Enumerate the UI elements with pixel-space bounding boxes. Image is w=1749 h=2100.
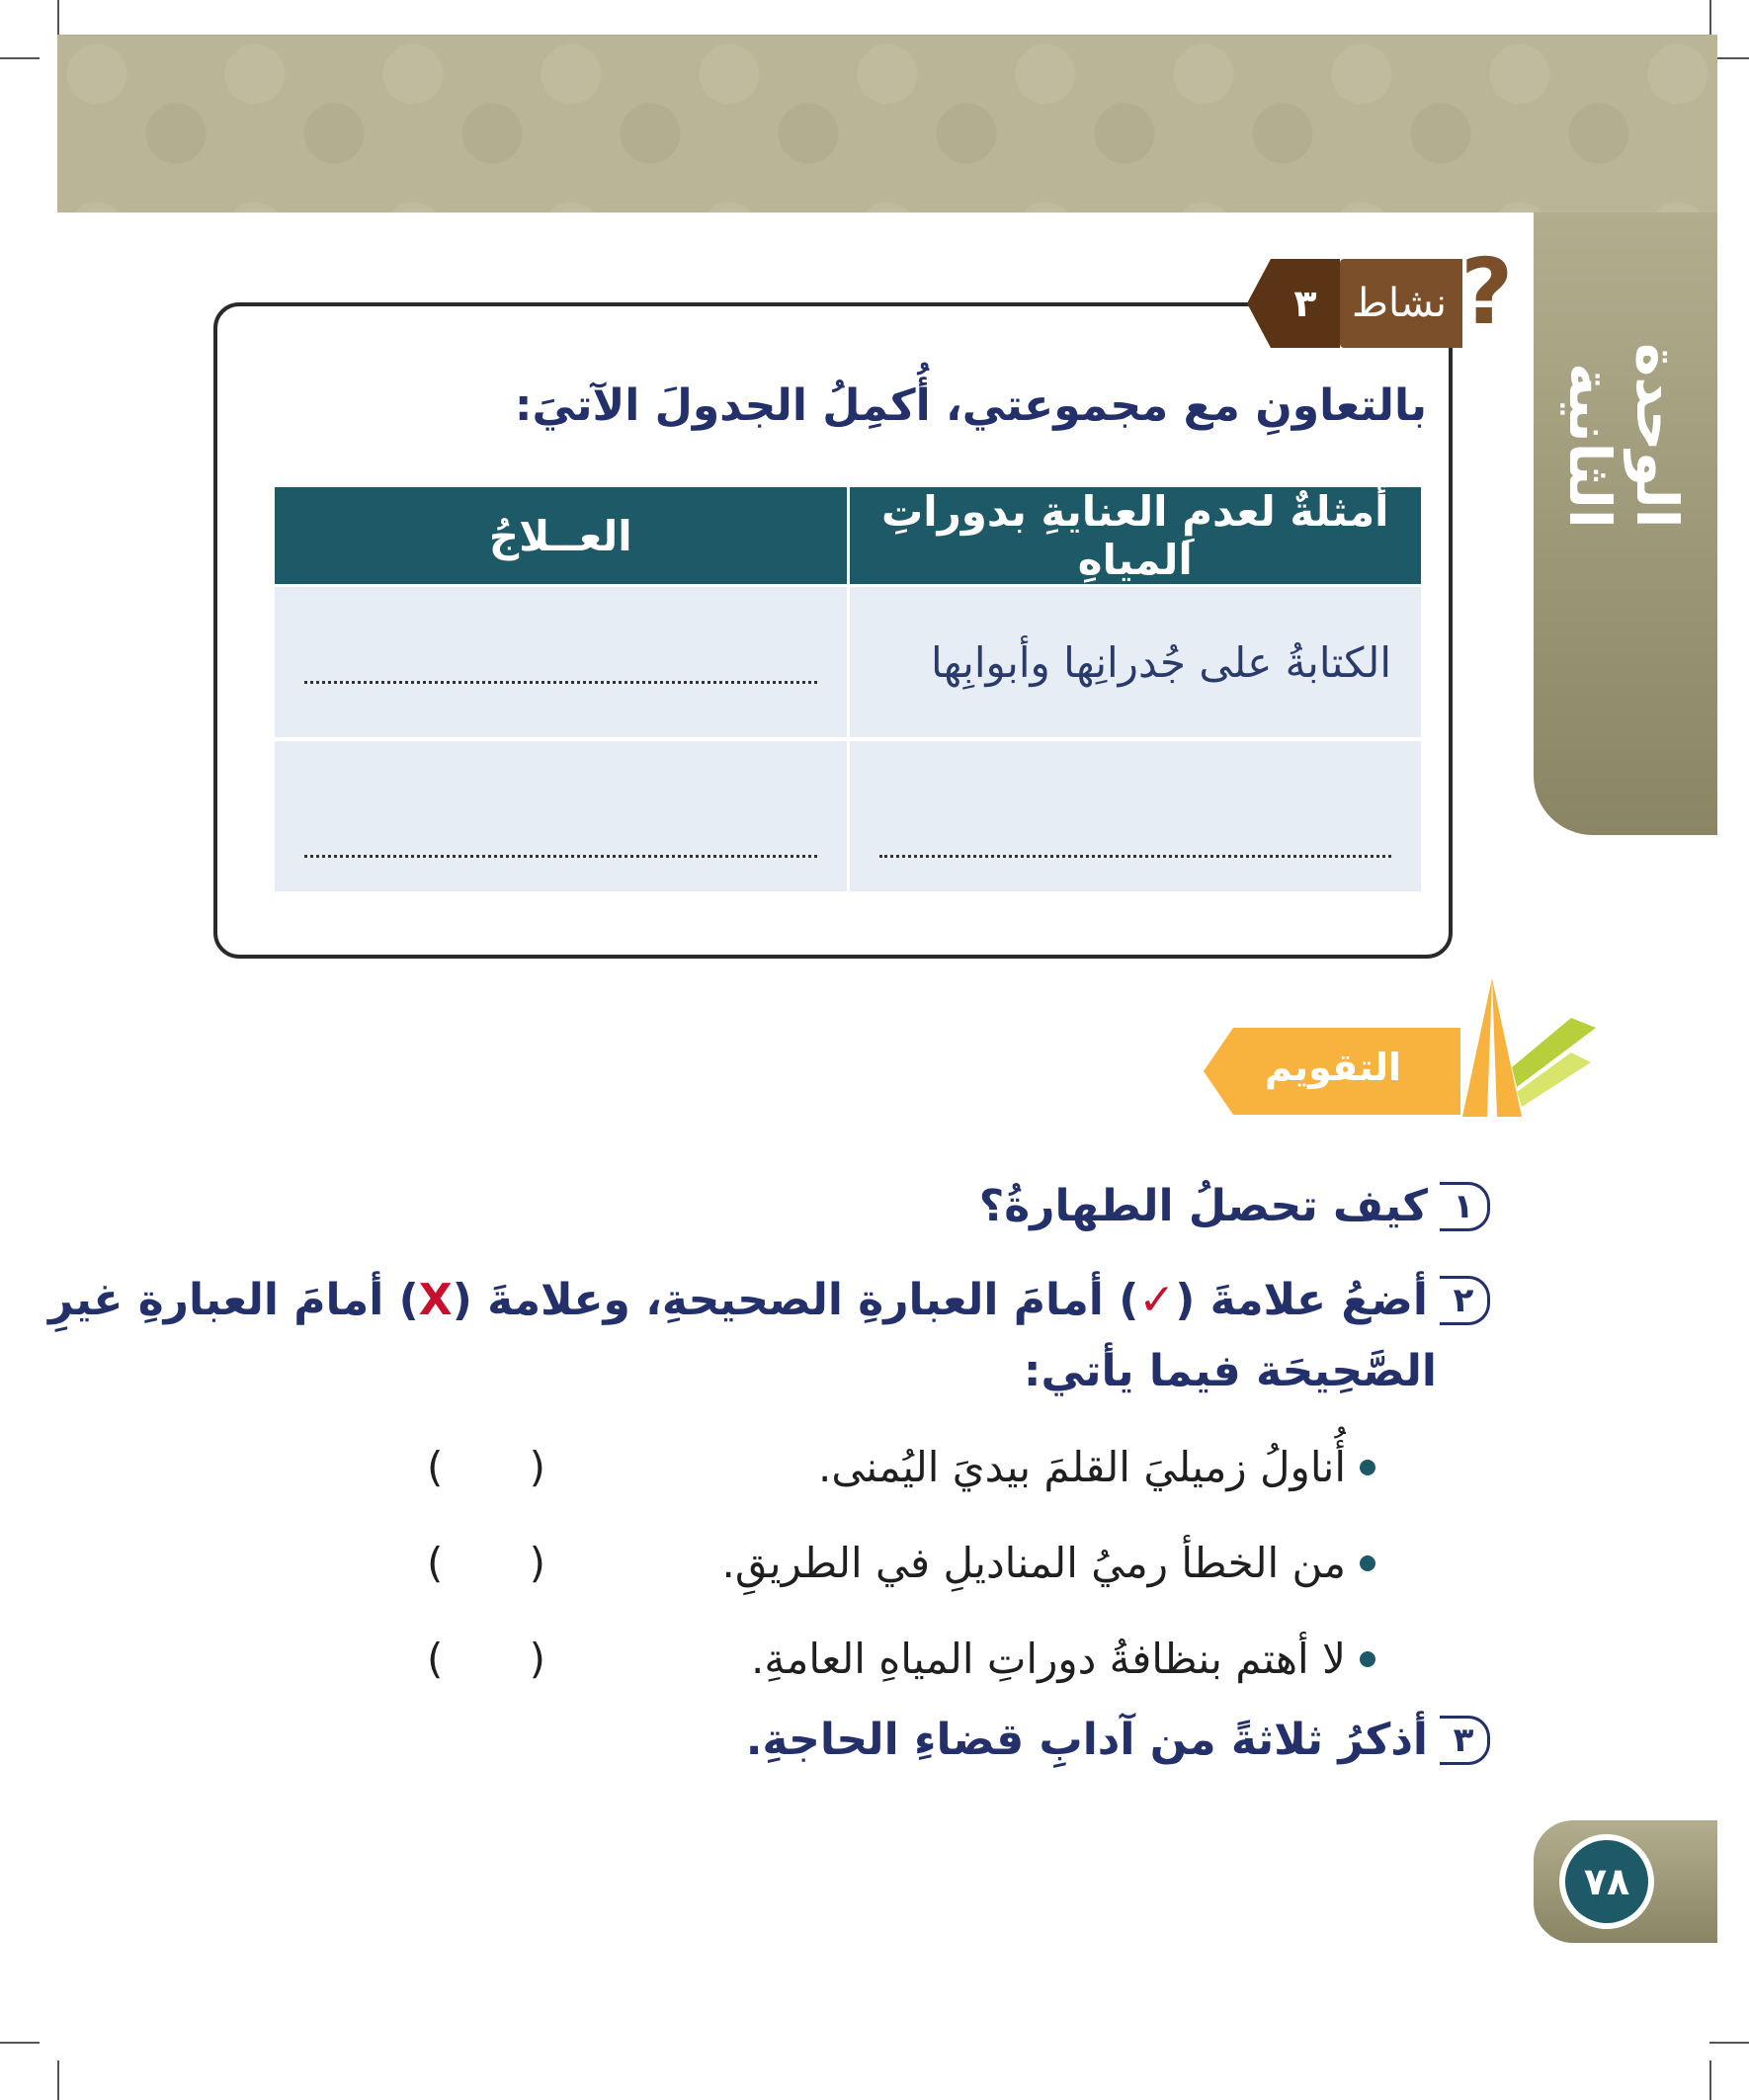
table-row <box>275 739 1421 891</box>
dotted-answer-line <box>304 661 817 684</box>
question-2 <box>48 1275 1490 1325</box>
statement-item <box>722 1539 1376 1587</box>
tag-arrow <box>1247 259 1271 348</box>
pen-icon <box>1423 968 1601 1127</box>
activity-table <box>275 487 1421 891</box>
statement-text: من الخطأ رميُ المناديلِ في الطريقِ. <box>721 1539 1346 1587</box>
answer-parens[interactable] <box>427 1539 545 1587</box>
activity-number: ٣ <box>1271 259 1340 348</box>
question-number: ١ <box>1440 1182 1490 1231</box>
crop-mark <box>1709 2042 1749 2044</box>
check-mark-icon: ✓ <box>1138 1275 1176 1325</box>
paren-open: ( <box>427 1539 444 1587</box>
question-text-part: ) أمامَ العبارةِ الصحيحةِ، وعلامةَ ( <box>452 1275 1139 1325</box>
question-text: أذكرُ ثلاثةً من آدابِ قضاءِ الحاجةِ. <box>745 1715 1428 1765</box>
dotted-answer-line <box>879 835 1392 858</box>
crop-mark <box>1709 0 1711 40</box>
table-header: العــلاجُ <box>275 487 848 586</box>
bullet-icon <box>1360 1460 1375 1475</box>
crop-mark <box>1709 2060 1711 2100</box>
answer-parens[interactable] <box>427 1635 545 1683</box>
statement-item <box>818 1443 1375 1491</box>
crop-mark <box>0 2042 40 2044</box>
evaluation-title: التقويم <box>1264 1046 1402 1089</box>
statement-item <box>751 1635 1375 1683</box>
question-text: كيف تحصلُ الطهارةُ؟ <box>978 1181 1428 1231</box>
table-cell: الكتابةُ على جُدرانِها وأبوابِها <box>848 586 1421 740</box>
bullet-icon <box>1360 1555 1375 1571</box>
x-mark-icon: X <box>418 1275 453 1325</box>
crop-mark <box>57 0 59 40</box>
crop-mark <box>0 57 40 59</box>
bullet-icon <box>1360 1651 1375 1667</box>
question-2-line2: الصَّحِيحَة فيما يأتي: <box>1023 1346 1437 1396</box>
table-cell-blank[interactable] <box>275 739 848 891</box>
activity-label: نشاط <box>1340 259 1462 348</box>
table-cell-blank[interactable] <box>275 586 848 740</box>
table-row <box>275 586 1421 740</box>
activity-instruction: بالتعاونِ مع مجموعتي، أُكمِلُ الجدولَ الآتيَ: <box>514 380 1427 431</box>
question-text-part: ) أمامَ العبارةِ غيرِ <box>47 1275 419 1325</box>
question-1 <box>979 1181 1490 1231</box>
paren-open: ( <box>427 1635 444 1683</box>
unit-title: الوحدة الثانية <box>1556 343 1691 529</box>
paren-close: ) <box>529 1539 545 1587</box>
statement-text: أُناولُ زميليَ القلمَ بيديَ اليُمنى. <box>817 1443 1346 1491</box>
statement-text: لا أهتم بنظافةُ دوراتِ المياهِ العامةِ. <box>751 1635 1346 1683</box>
answer-parens[interactable] <box>427 1443 545 1491</box>
paren-close: ) <box>529 1635 545 1683</box>
question-3 <box>746 1715 1490 1765</box>
question-text-part: أضعُ علامةَ ( <box>1175 1275 1428 1325</box>
table-header: أمثلةٌ لعدمِ العنايةِ بدوراتِ المياهِ <box>848 487 1421 586</box>
header-band <box>57 35 1717 212</box>
crop-mark <box>57 2060 59 2100</box>
question-number: ٣ <box>1440 1716 1490 1765</box>
paren-open: ( <box>427 1443 444 1491</box>
question-mark-icon: ? <box>1460 239 1514 345</box>
table-cell-blank[interactable] <box>848 739 1421 891</box>
paren-close: ) <box>529 1443 545 1491</box>
page-number: ٧٨ <box>1565 1840 1648 1923</box>
question-number: ٢ <box>1440 1276 1490 1325</box>
dotted-answer-line <box>304 835 817 858</box>
question-text <box>48 1275 1428 1325</box>
